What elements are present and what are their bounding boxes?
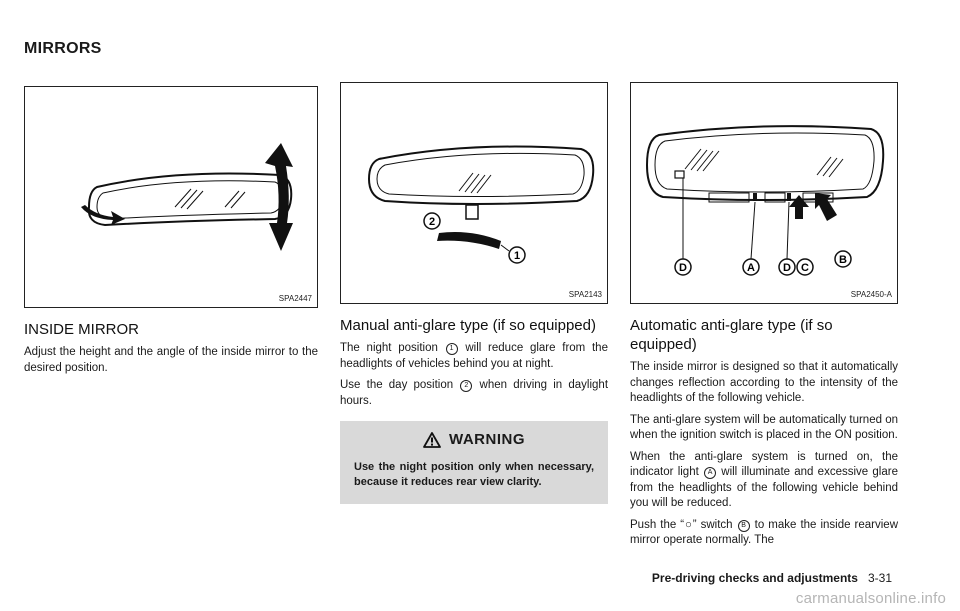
manual-mirror-illustration: [341, 83, 607, 303]
callout-c: [797, 259, 813, 275]
mirror-adjust-illustration: [25, 87, 317, 307]
manual-night-text: The night position 1 will reduce glare from the headlights of vehicles behind you at night.: [340, 342, 608, 370]
callout-1: [509, 247, 525, 263]
callout-2: [424, 213, 440, 229]
warning-icon: [423, 432, 441, 448]
column-automatic-antiglare: [630, 82, 898, 555]
auto-text-1: The inside mirror is designed so that it automatically changes reflection according to the intensity of the headlights of the following vehicle.: [630, 361, 898, 404]
ref-marker: A: [704, 467, 716, 479]
auto-text-4: Push the “○” switch B to make the inside rearview mirror operate normally. The: [630, 518, 899, 546]
warning-header: [354, 431, 594, 448]
warning-box: [340, 421, 608, 504]
callout-d-left: [675, 259, 691, 275]
page-number: 3-31: [867, 571, 892, 585]
callout-d-right: [779, 259, 795, 275]
ref-marker: 2: [460, 380, 472, 392]
auto-text-2: The anti-glare system will be automatically turned on when the ignition switch is placed in the ON position.: [630, 413, 898, 441]
manual-day-text: Use the day position 2 when driving in daylight hours.: [340, 379, 609, 407]
figure-code: SPA2447: [278, 294, 312, 303]
callout-b: [835, 251, 851, 267]
ref-marker: 1: [446, 343, 458, 355]
warning-text: Use the night position only when necessary, because it reduces rear view clarity.: [354, 461, 594, 488]
svg-text:D: D: [679, 262, 687, 274]
svg-text:2: 2: [428, 216, 436, 228]
figure-code: SPA2450-A: [850, 290, 892, 299]
inside-mirror-heading: INSIDE MIRROR: [24, 321, 140, 338]
svg-text:B: B: [839, 254, 847, 266]
ref-marker: B: [738, 520, 750, 532]
manual-antiglare-heading: Manual anti-glare type (if so equipped): [340, 317, 596, 334]
footer-section: Pre-driving checks and adjustments: [651, 571, 858, 585]
inside-mirror-text: Adjust the height and the angle of the inside mirror to the desired position.: [24, 346, 318, 374]
figure-inside-mirror: [24, 86, 318, 308]
svg-text:A: A: [747, 262, 755, 274]
column-manual-antiglare: [340, 82, 608, 504]
automatic-antiglare-heading: Automatic anti-glare type (if so equipped): [630, 317, 833, 353]
section-title: MIRRORS: [24, 40, 102, 57]
figure-code: SPA2143: [568, 290, 602, 299]
auto-text-3: When the anti-glare system is turned on, the indicator light A will illuminate and excessive glare from the headlights of the following vehicle behind you will be reduced.: [630, 450, 898, 509]
callout-a: [743, 259, 759, 275]
figure-automatic-antiglare: [630, 82, 898, 304]
page-footer: [652, 571, 892, 585]
column-inside-mirror: [24, 82, 318, 382]
warning-title: WARNING: [449, 431, 525, 448]
watermark: carmanualsonline.info: [795, 590, 946, 607]
automatic-mirror-illustration: [631, 83, 897, 303]
figure-manual-antiglare: [340, 82, 608, 304]
svg-text:1: 1: [513, 250, 521, 262]
svg-text:D: D: [783, 262, 791, 274]
svg-text:C: C: [801, 262, 809, 274]
